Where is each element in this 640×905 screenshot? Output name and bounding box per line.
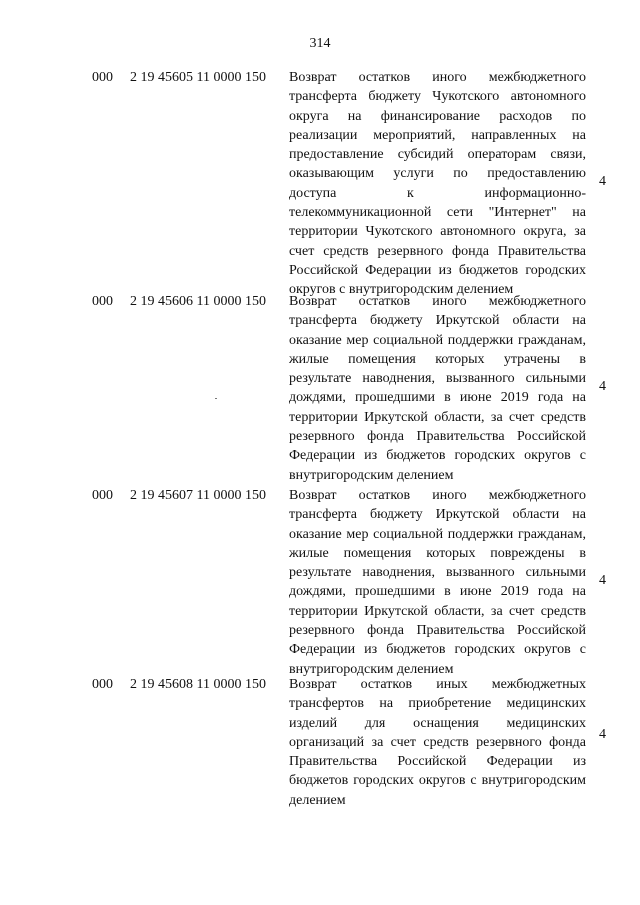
page-number: 314 <box>309 36 331 51</box>
admin-code: 000 <box>92 488 113 503</box>
budget-classification-code: 2 19 45605 11 0000 150 <box>130 70 266 85</box>
budget-classification-code: 2 19 45607 11 0000 150 <box>130 488 266 503</box>
budget-classification-code: 2 19 45606 11 0000 150 <box>130 294 266 309</box>
row-value: 4 <box>599 379 606 394</box>
admin-code: 000 <box>92 294 113 309</box>
admin-code: 000 <box>92 70 113 85</box>
admin-code: 000 <box>92 677 113 692</box>
row-value: 4 <box>599 573 606 588</box>
row-description: Возврат остатков иного межбюджетного трансферта бюджету Иркутской области на оказание мер социальной поддержки гражданам, жилые помещения которых повреждены в результате наводнения, вызванного сильными дождями, прошедшими в июне 2019 года на территории Иркутской области, за счет средств резервного фонда Правительства Российской Федерации из бюджетов городских округов с внутригородским делением <box>289 488 586 677</box>
row-description: Возврат остатков иного межбюджетного трансферта бюджету Чукотского автономного округа на финансирование расходов по реализации мероприятий, направленных на предоставление субсидий операторам связи, оказывающим услуги по предоставлению доступа к информационно-телекоммуникационной сети "Интернет" на территории Чукотского автономного округа, за счет средств резервного фонда Правительства Российской Федерации из бюджетов городских округов с внутригородским делением <box>289 70 586 298</box>
row-description: Возврат остатков иных межбюджетных трансфертов на приобретение медицинских изделий для оснащения медицинских организаций за счет средств резервного фонда Правительства Российской Федерации из бюджетов городских округов с внутригородским делением <box>289 677 586 808</box>
row-description: Возврат остатков иного межбюджетного трансферта бюджету Иркутской области на оказание мер социальной поддержки гражданам, жилые помещения которых утрачены в результате наводнения, вызванного сильными дождями, прошедшими в июне 2019 года на территории Иркутской области, за счет средств резервного фонда Правительства Российской Федерации из бюджетов городских округов с внутригородским делением <box>289 294 586 483</box>
row-value: 4 <box>599 174 606 189</box>
scan-speck <box>215 398 217 399</box>
row-value: 4 <box>599 727 606 742</box>
budget-classification-code: 2 19 45608 11 0000 150 <box>130 677 266 692</box>
